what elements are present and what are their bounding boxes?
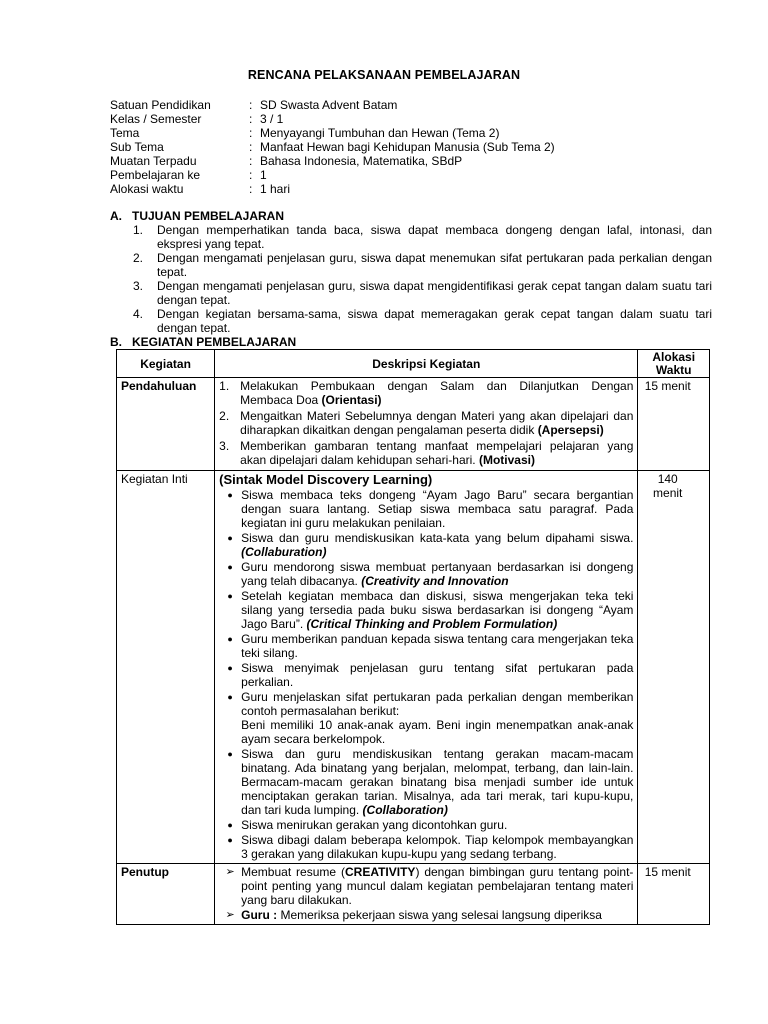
pendahuluan-description [215,378,638,471]
item-number: 2. [219,409,230,423]
info-value: Menyayangi Tumbuhan dan Hewan (Tema 2) [260,126,500,140]
penutup-list [219,865,633,922]
item-text [241,560,633,588]
item-text [241,661,633,689]
info-row [110,140,555,154]
penutup-item [219,865,633,907]
item-body: Siswa dibagi dalam beberapa kelompok. Tiap kelompok membayangkan 3 gerakan yang dilakukan kupu-kupu yang sedang terbang. [241,833,634,861]
bullet-icon: ● [227,634,233,644]
info-block [110,98,555,196]
inti-list [219,488,633,861]
table-header-row [117,350,710,378]
time-pendahuluan: 15 menit [638,378,710,471]
info-label: Alokasi waktu [110,182,184,196]
objective-item [133,223,712,251]
info-label: Kelas / Semester [110,112,202,126]
item-text [241,833,633,861]
item-pre: Membuat resume ( [241,865,345,879]
objective-number: 2. [133,251,144,265]
item-body: Guru memberikan panduan kepada siswa tentang cara mengerjakan teka teki silang. [241,632,634,660]
time-inti: 140 menit [638,471,710,864]
item-bold: CREATIVITY [344,865,416,879]
inti-item [219,833,633,861]
table-row-inti [117,471,710,864]
penutup-item [219,908,633,922]
objective-number: 3. [133,279,144,293]
item-post: Memeriksa pekerjaan siswa yang selesai langsung diperiksa [280,908,602,922]
item-tag: (Collaburation) [241,545,327,559]
item-body: Siswa dan guru mendiskusikan kata-kata yang belum dipahami siswa. [241,531,634,545]
table-row-pendahuluan [117,378,710,471]
bullet-icon: ● [227,490,233,500]
activities-table [116,349,710,925]
item-tag: (Motivasi) [478,453,535,467]
item-body: Guru menjelaskan sifat pertukaran pada perkalian dengan memberikan contoh permasalahan berikut: Beni memiliki 10 anak-anak ayam. Beni ingin menempatkan anak-anak ayam secara berkelompok. [241,690,634,746]
bullet-icon: ● [227,692,233,702]
section-a-letter: A. [110,209,122,223]
info-label: Muatan Terpadu [110,154,197,168]
objective-item [133,279,712,307]
info-colon: : [249,140,253,154]
inti-item [219,690,633,746]
bullet-icon: ● [227,749,233,759]
objective-item [133,251,712,279]
item-number: 1. [219,379,230,393]
item-body: Melakukan Pembukaan dengan Salam dan Dilanjutkan Dengan Membaca Doa [240,379,634,407]
info-colon: : [249,98,253,112]
info-row [110,154,555,168]
inti-item [219,632,633,660]
objective-number: 1. [133,223,144,237]
item-body: Memberikan gambaran tentang manfaat mempelajari pelajaran yang akan dipelajari dalam kehidupan sehari-hari. [240,439,634,467]
section-b-heading [110,335,296,349]
objectives-list [133,223,712,335]
inti-item [219,818,633,832]
item-post: ) dengan bimbingan guru tentang point-point penting yang muncul dalam kegiatan pembelajaran tentang materi yang baru dilakukan. [241,865,634,907]
inti-item [219,661,633,689]
item-tag: (Collaboration) [362,803,448,817]
info-label: Satuan Pendidikan [110,98,211,112]
item-tag: (Orientasi) [321,393,382,407]
item-text [241,908,633,922]
objective-text: Dengan kegiatan bersama-sama, siswa dapat memeragakan gerak cepat tangan dalam suatu tari dengan tepat. [157,307,712,335]
info-colon: : [249,154,253,168]
penutup-description [215,864,638,925]
info-row [110,126,555,140]
info-label: Pembelajaran ke [110,168,201,182]
info-colon: : [249,126,253,140]
pendahuluan-item [219,439,633,467]
info-row [110,182,555,196]
item-body: Siswa dan guru mendiskusikan tentang gerakan macam-macam binatang. Ada binatang yang berjalan, melompat, terbang, dan lain-lain. Bermacam-macam gerakan binatang bisa menjadi sumber ide untuk menciptakan gerakan tarian. Misalnya, ada tari merak, tari kupu-kupu, dan tari kuda lumping. [241,747,634,817]
info-colon: : [249,112,253,126]
time-penutup: 15 menit [638,864,710,925]
section-a-heading [110,209,284,223]
inti-item [219,589,633,631]
document-title: RENCANA PELAKSANAAN PEMBELAJARAN [247,68,521,82]
item-body: Mengaitkan Materi Sebelumnya dengan Materi yang akan dipelajari dan diharapkan dikaitkan dengan pengalaman peserta didik [240,409,634,437]
item-body: Siswa menyimak penjelasan guru tentang sifat pertukaran pada perkalian. [241,661,634,689]
phase-penutup: Penutup [117,864,215,925]
section-b-letter: B. [110,335,122,349]
item-text [241,488,633,530]
info-row [110,168,555,182]
header-deskripsi: Deskripsi Kegiatan [215,350,638,378]
item-text [240,409,633,437]
info-value: Manfaat Hewan bagi Kehidupan Manusia (Sub Tema 2) [260,140,555,154]
item-text [241,589,633,631]
item-tag: (Apersepsi) [537,423,604,437]
item-text [241,632,633,660]
info-colon: : [249,168,253,182]
objective-number: 4. [133,307,144,321]
item-tag: (Creativity and Innovation [361,574,509,588]
phase-inti: Kegiatan Inti [117,471,215,864]
arrow-bullet-icon: ➢ [225,866,235,878]
bullet-icon: ● [227,562,233,572]
syntax-heading: (Sintak Model Discovery Learning) [219,472,433,487]
objective-item [133,307,712,335]
inti-item [219,560,633,588]
pendahuluan-item [219,409,633,437]
section-b-title: KEGIATAN PEMBELAJARAN [132,335,297,349]
info-value: 1 [260,168,267,182]
objective-text: Dengan mengamati penjelasan guru, siswa dapat menemukan sifat pertukaran pada perkalian dengan tepat. [157,251,712,279]
item-tag: (Critical Thinking and Problem Formulation) [306,617,558,631]
item-text [241,818,633,832]
bullet-icon: ● [227,591,233,601]
item-text [240,439,633,467]
inti-item [219,488,633,530]
info-colon: : [249,182,253,196]
item-body: Setelah kegiatan membaca dan diskusi, siswa mengerjakan teka teki silang yang tersedia pada buku siswa berdasarkan isi dongeng “Ayam Jago Baru”. [241,589,634,631]
section-a-title: TUJUAN PEMBELAJARAN [132,209,285,223]
pendahuluan-list [219,379,633,467]
item-text [241,531,633,559]
item-body: Guru mendorong siswa membuat pertanyaan berdasarkan isi dongeng yang telah dibacanya. [241,560,634,588]
bullet-icon: ● [227,663,233,673]
arrow-bullet-icon: ➢ [225,909,235,921]
info-label: Sub Tema [110,140,164,154]
objective-text: Dengan memperhatikan tanda baca, siswa dapat membaca dongeng dengan lafal, intonasi, dan ekspresi yang tepat. [157,223,712,251]
inti-item [219,531,633,559]
info-value: SD Swasta Advent Batam [260,98,398,112]
item-text [241,865,633,907]
table-row-penutup [117,864,710,925]
info-label: Tema [110,126,140,140]
item-text [241,690,633,746]
info-row [110,98,555,112]
bullet-icon: ● [227,533,233,543]
objective-text: Dengan mengamati penjelasan guru, siswa dapat mengidentifikasi gerak cepat tangan dalam suatu tari dengan tepat. [157,279,712,307]
phase-pendahuluan: Pendahuluan [117,378,215,471]
info-value: Bahasa Indonesia, Matematika, SBdP [260,154,463,168]
bullet-icon: ● [227,835,233,845]
inti-item [219,747,633,817]
inti-description [215,471,638,864]
item-body: Siswa menirukan gerakan yang dicontohkan guru. [241,818,508,832]
bullet-icon: ● [227,820,233,830]
pendahuluan-item [219,379,633,407]
item-text [241,747,633,817]
item-number: 3. [219,439,230,453]
header-kegiatan: Kegiatan [117,350,215,378]
info-row [110,112,555,126]
info-value: 3 / 1 [260,112,284,126]
info-value: 1 hari [260,182,291,196]
item-bold: Guru : [241,908,281,922]
item-body: Siswa membaca teks dongeng “Ayam Jago Baru” secara bergantian dengan suara lantang. Setiap siswa membaca satu paragraf. Pada kegiatan ini guru melakukan penilaian. [241,488,634,530]
item-text [240,379,633,407]
header-alokasi: Alokasi Waktu [638,350,710,378]
